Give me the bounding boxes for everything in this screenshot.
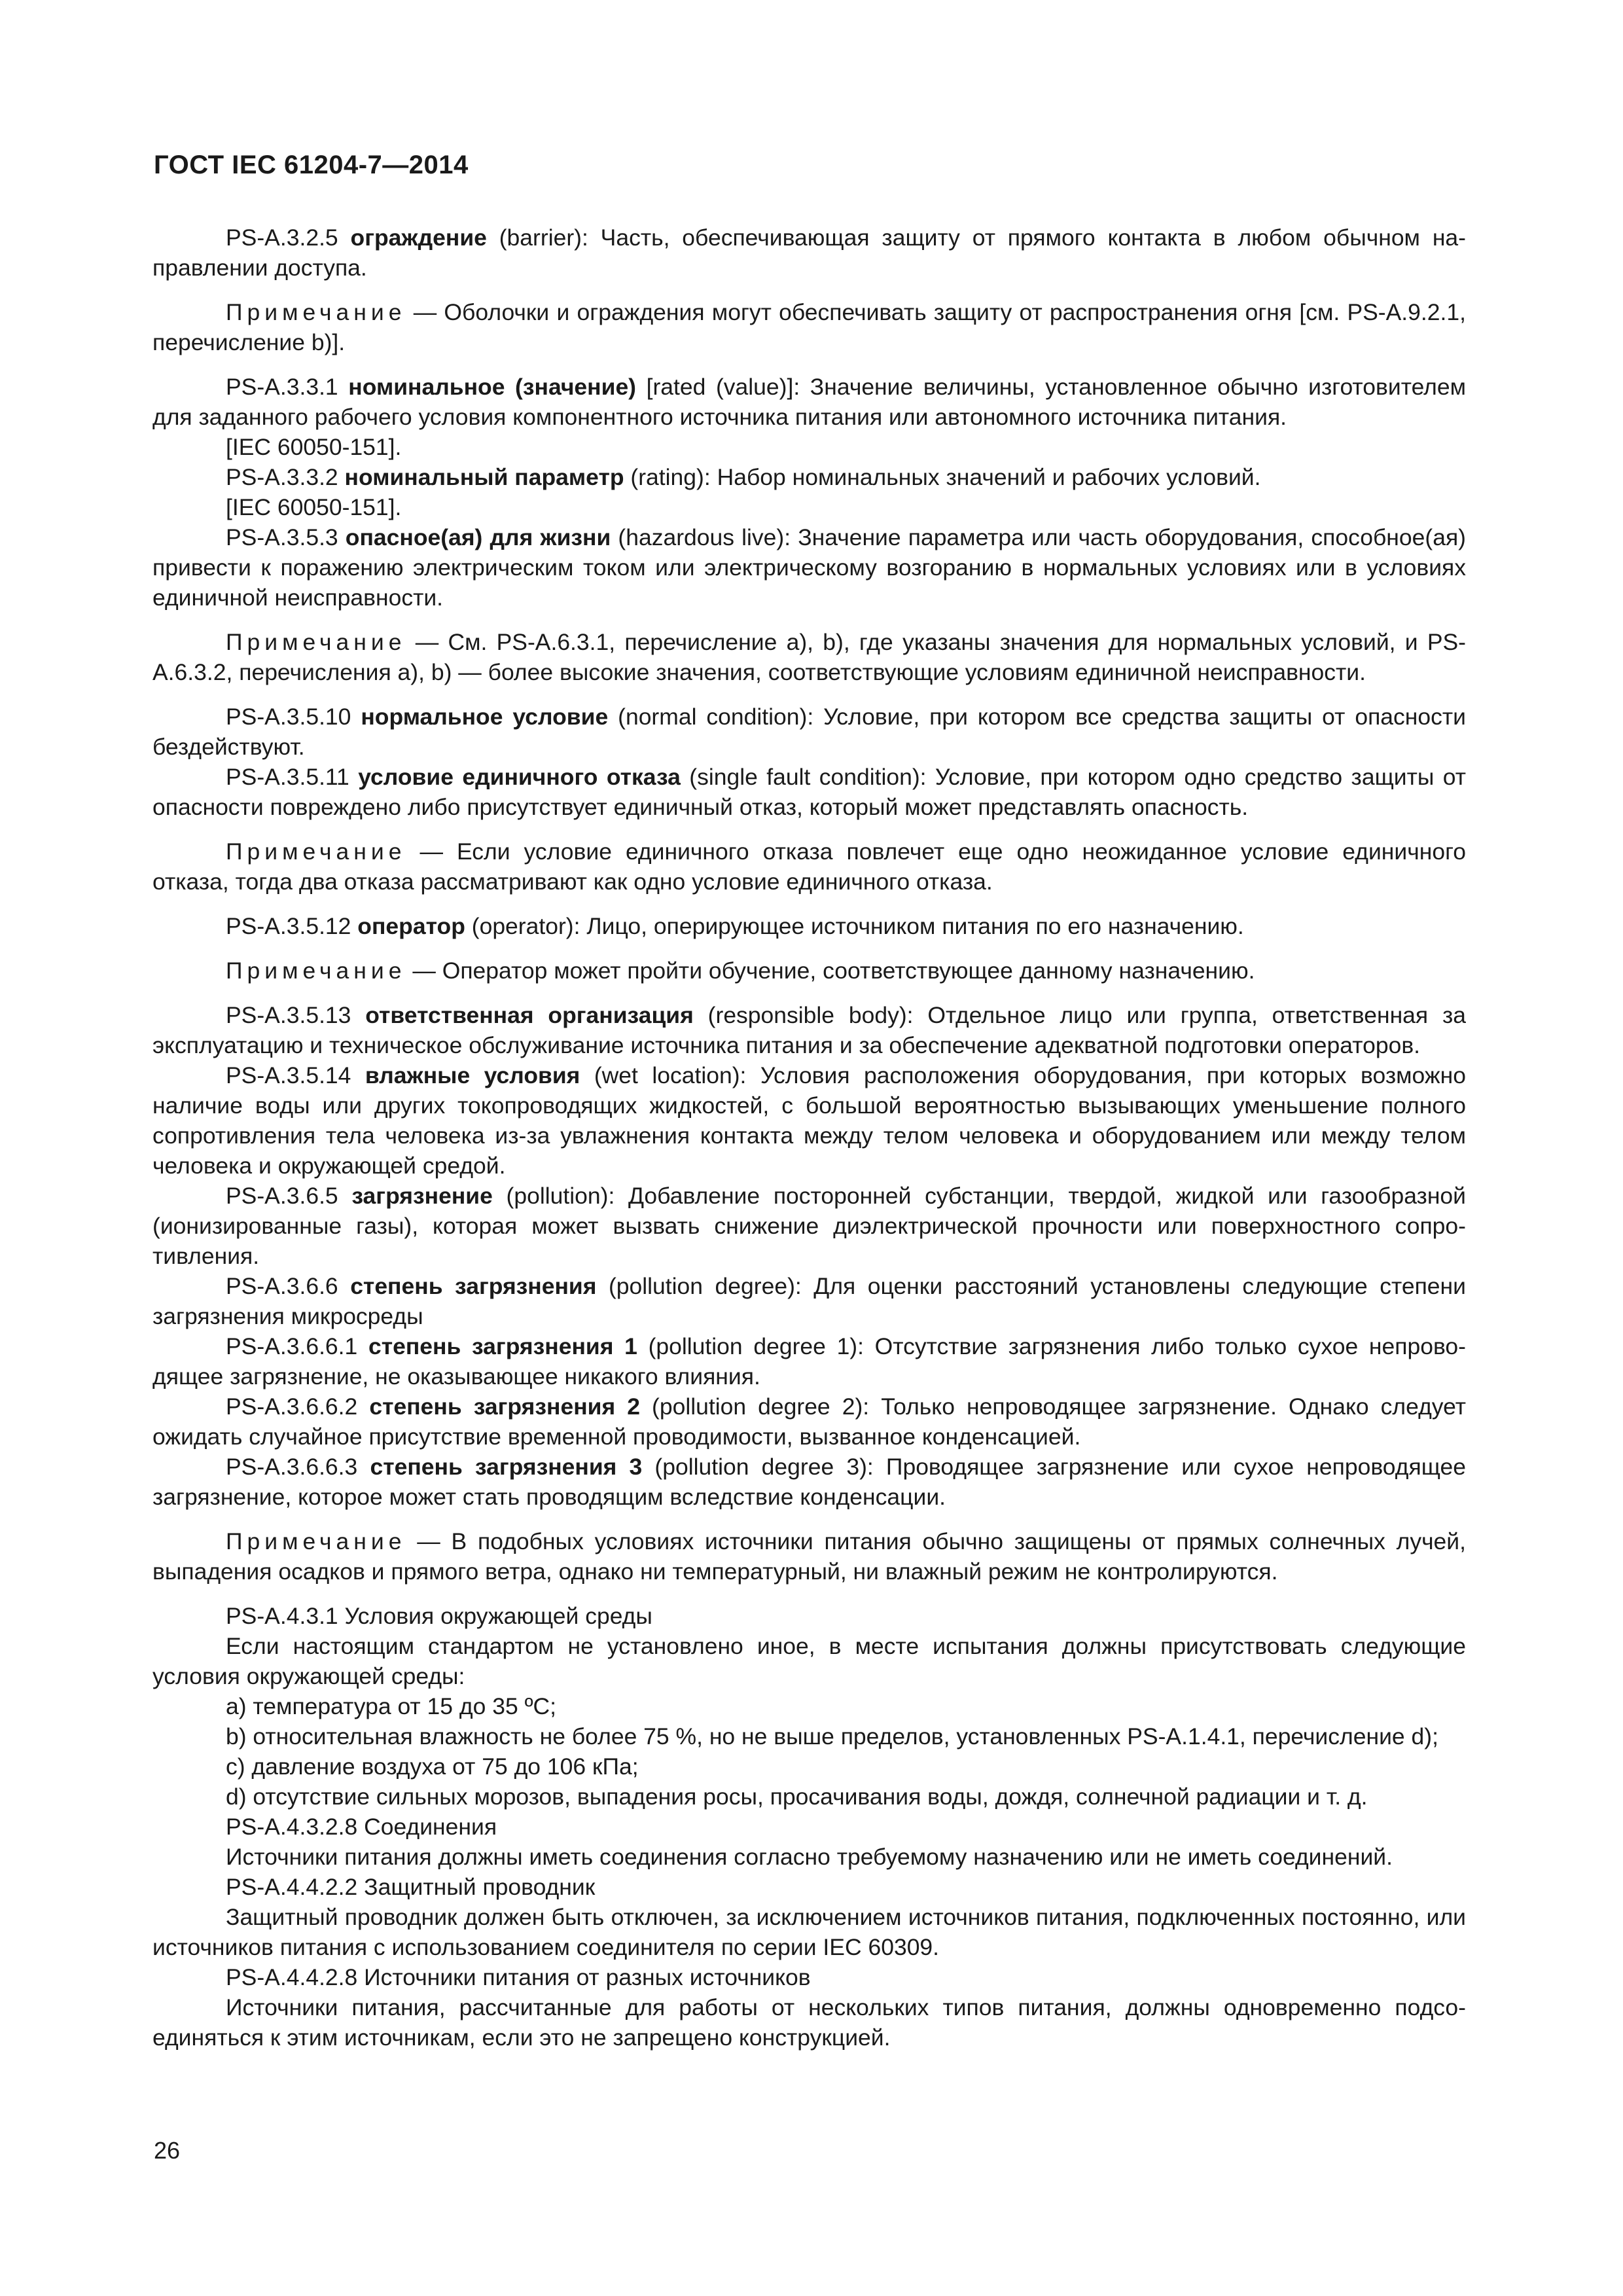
term: опасное(ая) для жизни (345, 524, 611, 550)
paragraph-text: — Оператор может пройти обучение, соответствующее данному назначению. (406, 958, 1255, 984)
paragraph (152, 762, 1466, 822)
paragraph (152, 1962, 1466, 1992)
paragraph (152, 956, 1466, 986)
paragraph (152, 1526, 1466, 1587)
paragraph-text: PS-A.3.3.2 (226, 464, 345, 490)
paragraph-text: Защитный проводник должен быть отключен, за исключением источников питания, подключенных постоянно, или источников питания с использованием соединителя по серии IEC 60309. (152, 1904, 1466, 1960)
paragraph-text: (single fault condition): Условие, при котором одно средство защиты от опасности повреждено либо присутствует единичный отказ, который может представлять опасность. (152, 764, 1466, 820)
paragraph (152, 1631, 1466, 1691)
paragraph (152, 1391, 1466, 1452)
paragraph (152, 462, 1466, 492)
paragraph (152, 836, 1466, 897)
paragraph (152, 702, 1466, 762)
paragraph-text: PS-A.4.3.1 Условия окружающей среды (226, 1603, 652, 1629)
paragraph-text: a) температура от 15 до 35 ºС; (226, 1693, 557, 1719)
paragraph-text: (operator): Лицо, оперирующее источником питания по его назначению. (465, 913, 1244, 939)
paragraph-text: [rated (value)]: Значение величины, установленное обычно изготовителем для заданного рабочего условия компонентного источника питания или автономного источника питания. (152, 374, 1467, 430)
paragraph-text: c) давление воздуха от 75 до 106 кПа; (226, 1753, 639, 1780)
paragraph-text: PS-A.3.5.11 (226, 764, 359, 790)
paragraph (152, 1691, 1466, 1721)
paragraph-text: b) относительная влажность не более 75 %, но не выше пределов, установленных PS-A.1.4.1, перечисление d); (226, 1723, 1438, 1749)
paragraph-text: PS-A.4.4.2.2 Защитный проводник (226, 1874, 596, 1900)
paragraph-text: [IEC 60050-151]. (226, 494, 402, 520)
page-number: 26 (154, 2137, 181, 2164)
paragraph (152, 1000, 1466, 1060)
note-label: Примечание (226, 629, 406, 655)
paragraph-text: (rating): Набор номинальных значений и рабочих условий. (624, 464, 1261, 490)
paragraph-text: Источники питания должны иметь соединения согласно требуемому назначению или не иметь соединений. (226, 1844, 1393, 1870)
note-label: Примечание (226, 299, 406, 325)
paragraph (152, 627, 1466, 687)
paragraph (152, 432, 1466, 462)
note-label: Примечание (226, 1528, 406, 1554)
term: загрязнение (351, 1183, 493, 1209)
paragraph (152, 1181, 1466, 1271)
paragraph (152, 1751, 1466, 1782)
paragraph-text: (normal condition): Условие, при котором все средства защиты от опасности бездействуют. (152, 704, 1466, 760)
paragraph-text: — См. PS-A.6.3.1, перечисление a), b), где указаны значения для нормальных условий, и PS-A.6.3.2, перечисления a), b) — более высокие значения, соответствующие условиям единичной неисправности. (152, 629, 1466, 685)
paragraph-text: PS-A.3.6.5 (226, 1183, 352, 1209)
paragraph-text: PS-A.3.6.6.2 (226, 1393, 370, 1420)
paragraph-text: Если настоящим стандартом не установлено иное, в месте испытания должны присутствовать следующие условия окружающей среды: (152, 1633, 1466, 1689)
paragraph-text: PS-A.3.5.10 (226, 704, 361, 730)
paragraph (152, 1271, 1466, 1331)
paragraph-text: (barrier): Часть, обеспечивающая защиту от прямого контакта в любом обычном направлении доступа. (152, 224, 1466, 281)
term: оператор (357, 913, 465, 939)
paragraph (152, 1060, 1466, 1181)
term: степень загрязнения (350, 1273, 597, 1299)
term: степень загрязнения 1 (368, 1333, 637, 1359)
paragraph-text: (hazardous live): Значение параметра или часть оборудования, способное(ая) привести к поражению электрическим током или электрическому возгоранию в нормальных условиях или в условиях единичной неисправности. (152, 524, 1467, 611)
term: ограждение (350, 224, 487, 251)
paragraph-text: — Оболочки и ограждения могут обеспечивать защиту от распространения огня [см. PS-A.9.2.1, перечисление b)]. (152, 299, 1466, 355)
paragraph-text: PS-A.3.5.3 (226, 524, 346, 550)
paragraph (152, 1812, 1466, 1842)
paragraph-text: PS-A.4.4.2.8 Источники питания от разных источников (226, 1964, 811, 1990)
paragraph (152, 1721, 1466, 1751)
paragraph (152, 1992, 1466, 2053)
paragraph (152, 1902, 1466, 1962)
paragraph-text: (wet location): Условия расположения оборудования, при которых возможно наличие воды или других токопроводящих жидкостей, с большой вероятностью вызывающих уменьшение полного сопротивления тела человека из-за увлажнения контакта между телом человека и оборудованием или между телом человека и окружающей средой. (152, 1062, 1466, 1179)
paragraph-text: Источники питания, рассчитанные для работы от нескольких типов питания, должны одновременно подсоединяться к этим источникам, если это не запрещено конструкцией. (152, 1994, 1466, 2051)
paragraph (152, 1601, 1466, 1631)
paragraph-text: (pollution): Добавление посторонней субстанции, твердой, жидкой или газообразной (ионизированные газы), которая может вызвать снижение диэлектрической прочности или поверхностного сопротивления. (152, 1183, 1466, 1269)
paragraph-text: PS-A.4.3.2.8 Соединения (226, 1814, 497, 1840)
paragraph-text: PS-A.3.5.12 (226, 913, 358, 939)
paragraph (152, 1782, 1466, 1812)
paragraph-text: (pollution degree): Для оценки расстояний установлены следующие степени загрязнения микросреды (152, 1273, 1466, 1329)
term: ответственная организация (365, 1002, 694, 1028)
paragraph-text: [IEC 60050-151]. (226, 434, 402, 460)
term: степень загрязнения 2 (369, 1393, 640, 1420)
paragraph-text: PS-A.3.6.6.1 (226, 1333, 368, 1359)
document-header: ГОСТ IEC 61204-7—2014 (154, 151, 469, 179)
paragraph-text: PS-A.3.6.6.3 (226, 1454, 370, 1480)
term: номинальный параметр (344, 464, 624, 490)
paragraph-text: PS-A.3.5.14 (226, 1062, 365, 1088)
paragraph-text: (pollution degree 1): Отсутствие загрязнения либо только сухое непроводящее загрязнение, не оказывающее никакого влияния. (152, 1333, 1466, 1390)
paragraph (152, 522, 1466, 613)
paragraph-text: (pollution degree 3): Проводящее загрязнение или сухое непроводящее загрязнение, которое может стать проводящим вследствие конденсации. (152, 1454, 1466, 1510)
paragraph-text: PS-A.3.3.1 (226, 374, 349, 400)
paragraph (152, 1842, 1466, 1872)
paragraph (152, 297, 1466, 357)
paragraph (152, 492, 1466, 522)
paragraph-text: (responsible body): Отдельное лицо или группа, ответственная за эксплуатацию и техническое обслуживание источника питания и за обеспечение адекватной подготовки операторов. (152, 1002, 1466, 1058)
paragraph (152, 911, 1466, 941)
paragraph (152, 372, 1466, 432)
paragraph-text: PS-A.3.2.5 (226, 224, 351, 251)
paragraph-text: — Если условие единичного отказа повлечет еще одно неожиданное условие единичного отказа, тогда два отказа рассматривают как одно условие единичного отказа. (152, 838, 1466, 895)
paragraph (152, 1452, 1466, 1512)
paragraph-text: PS-A.3.6.6 (226, 1273, 351, 1299)
paragraph-text: — В подобных условиях источники питания обычно защищены от прямых солнечных лучей, выпадения осадков и прямого ветра, однако ни температурный, ни влажный режим не контролируются. (152, 1528, 1466, 1585)
document-body (152, 223, 1466, 2053)
paragraph (152, 1872, 1466, 1902)
term: условие единичного отказа (358, 764, 681, 790)
term: влажные условия (365, 1062, 580, 1088)
paragraph-text: PS-A.3.5.13 (226, 1002, 366, 1028)
paragraph (152, 1331, 1466, 1391)
note-label: Примечание (226, 838, 406, 865)
term: нормальное условие (361, 704, 609, 730)
note-label: Примечание (226, 958, 406, 984)
term: номинальное (значение) (348, 374, 637, 400)
paragraph-text: (pollution degree 2): Только непроводящее загрязнение. Однако следует ожидать случайное присутствие временной проводимости, вызванное конденсацией. (152, 1393, 1466, 1450)
paragraph-text: d) отсутствие сильных морозов, выпадения росы, просачивания воды, дождя, солнечной радиации и т. д. (226, 1784, 1368, 1810)
term: степень загрязнения 3 (370, 1454, 643, 1480)
paragraph (152, 223, 1466, 283)
